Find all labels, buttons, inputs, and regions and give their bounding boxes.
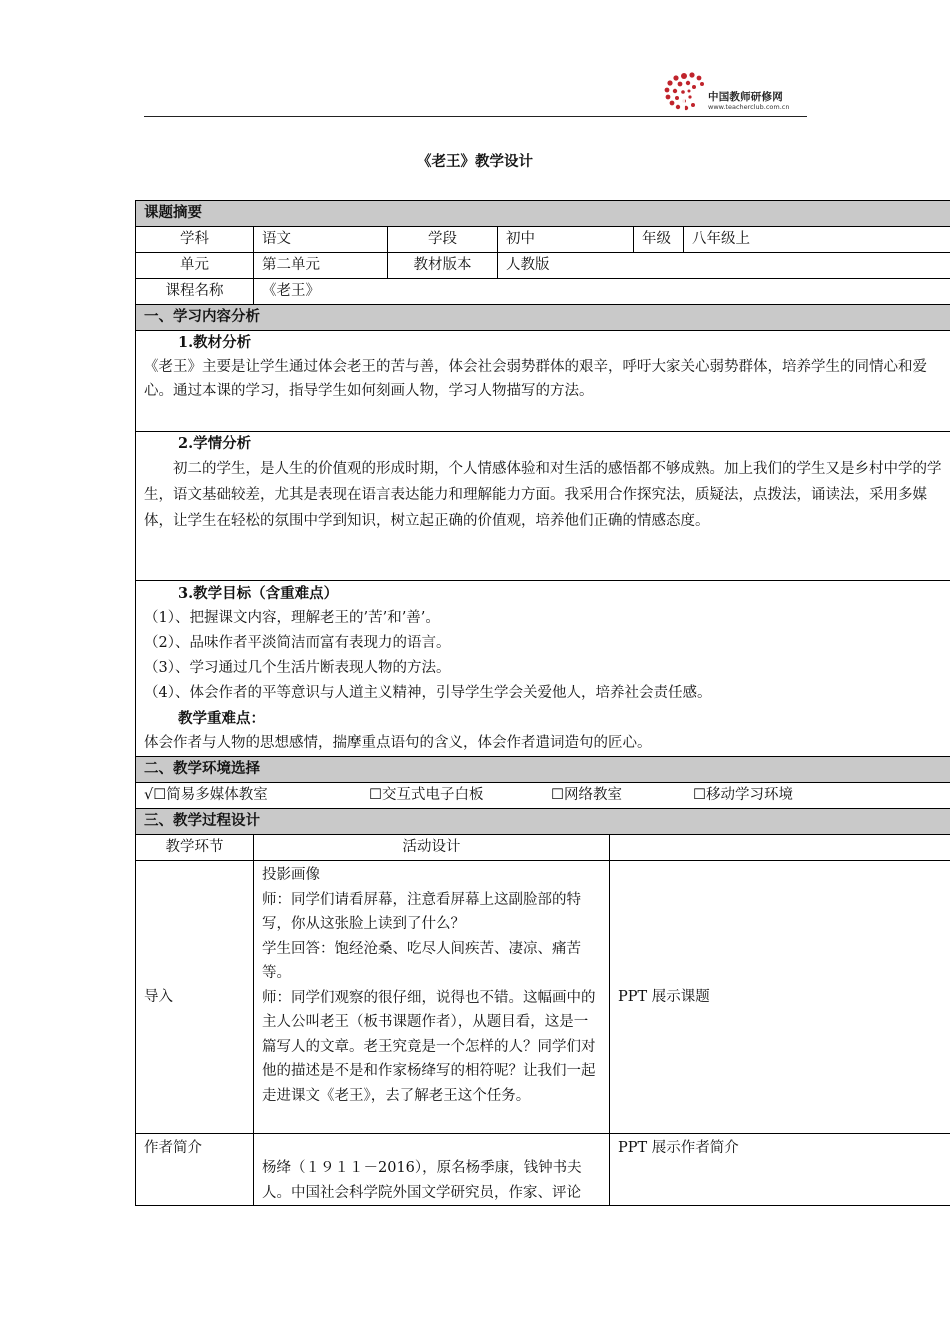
col-note-header <box>610 835 950 861</box>
header-rule <box>144 116 807 117</box>
activity-line: 杨绛（１９１１－2016），原名杨季康，钱钟书夫人。中国社会科学院外国文学研究员，作家、评论 <box>262 1160 582 1201</box>
goal-item: （1）、把握课文内容，理解老王的’苦’和’善’。 <box>144 610 440 626</box>
activity-line: 投影画像 <box>262 867 320 883</box>
goal-item: （3）、学习通过几个生活片断表现人物的方法。 <box>144 660 451 676</box>
course-value: 《老王》 <box>254 279 950 305</box>
env-option-mobile[interactable]: ☐移动学习环境 <box>693 787 793 803</box>
edition-value: 人教版 <box>498 253 950 279</box>
key-points-title: 教学重难点： <box>178 710 265 727</box>
section3-header: 三、教学过程设计 <box>136 809 950 835</box>
logo-name: 中国教师研修网 <box>708 91 783 103</box>
env-option-multimedia[interactable]: √☐简易多媒体教室 <box>144 787 268 803</box>
subject-value: 语文 <box>254 227 388 253</box>
goals-title: 3.教学目标（含重难点） <box>178 585 339 602</box>
stage-label: 学段 <box>388 227 498 253</box>
goals-cell <box>136 581 950 757</box>
environment-options <box>136 783 950 809</box>
logo-url: www.teacherclub.com.cn <box>708 103 790 111</box>
edition-label: 教材版本 <box>388 253 498 279</box>
stage-value: 初中 <box>498 227 634 253</box>
activity-line: 学生回答：饱经沧桑、吃尽人间疾苦、凄凉、痛苦等。 <box>262 940 581 981</box>
process-note: PPT 展示作者简介 <box>610 1134 950 1206</box>
env-option-network[interactable]: ☐网络教室 <box>551 787 622 803</box>
unit-label: 单元 <box>136 253 254 279</box>
document-title: 《老王》教学设计 <box>417 153 533 170</box>
lesson-plan-table <box>135 200 950 1206</box>
process-activity <box>254 861 610 1134</box>
teacherclub-logo <box>662 70 812 114</box>
col-activity-header: 活动设计 <box>254 835 610 861</box>
learner-analysis-title: 2.学情分析 <box>178 435 252 452</box>
activity-line: 师：同学们请看屏幕，注意看屏幕上这副脸部的特写，你从这张脸上读到了什么？ <box>262 891 581 932</box>
process-activity <box>254 1134 610 1206</box>
goal-item: （2）、品味作者平淡简洁而富有表现力的语言。 <box>144 635 451 651</box>
textbook-analysis-title: 1.教材分析 <box>178 334 252 351</box>
process-note: PPT 展示课题 <box>610 861 950 1134</box>
grade-value: 八年级上 <box>684 227 950 253</box>
process-stage: 导入 <box>136 861 254 1134</box>
learner-analysis-cell <box>136 432 950 581</box>
textbook-analysis-cell <box>136 331 950 432</box>
section2-header: 二、教学环境选择 <box>136 757 950 783</box>
learner-analysis-text: 初二的学生，是人生的价值观的形成时期，个人情感体验和对生活的感悟都不够成熟。加上我们的学生又是乡村中学的学生，语文基础较差，尤其是表现在语言表达能力和理解能力方面。我采用合作探究法，质疑法，点拨法，诵读法，采用多媒体，让学生在轻松的氛围中学到知识，树立起正确的价值观，培养他们正确的情感态度。 <box>144 461 942 529</box>
env-option-whiteboard[interactable]: ☐交互式电子白板 <box>369 787 484 803</box>
activity-line: 师：同学们观察的很仔细，说得也不错。这幅画中的主人公叫老王（板书课题作者），从题目看，这是一篇写人的文章。老王究竟是一个怎样的人？同学们对他的描述是不是和作家杨绛写的相符呢？让我们一起走进课文《老王》，去了解老王这个任务。 <box>262 989 596 1104</box>
col-stage-header: 教学环节 <box>136 835 254 861</box>
summary-header: 课题摘要 <box>136 201 950 227</box>
flower-dots-icon <box>662 70 708 114</box>
section1-header: 一、学习内容分析 <box>136 305 950 331</box>
subject-label: 学科 <box>136 227 254 253</box>
unit-value: 第二单元 <box>254 253 388 279</box>
grade-label: 年级 <box>634 227 684 253</box>
textbook-analysis-text: 《老王》主要是让学生通过体会老王的苦与善，体会社会弱势群体的艰辛，呼吁大家关心弱势群体，培养学生的同情心和爱心。通过本课的学习，指导学生如何刻画人物，学习人物描写的方法。 <box>144 359 927 399</box>
course-label: 课程名称 <box>136 279 254 305</box>
key-points-text: 体会作者与人物的思想感情，揣摩重点语句的含义，体会作者遣词造句的匠心。 <box>144 735 652 751</box>
process-stage: 作者简介 <box>136 1134 254 1206</box>
goal-item: （4）、体会作者的平等意识与人道主义精神，引导学生学会关爱他人，培养社会责任感。 <box>144 685 712 701</box>
